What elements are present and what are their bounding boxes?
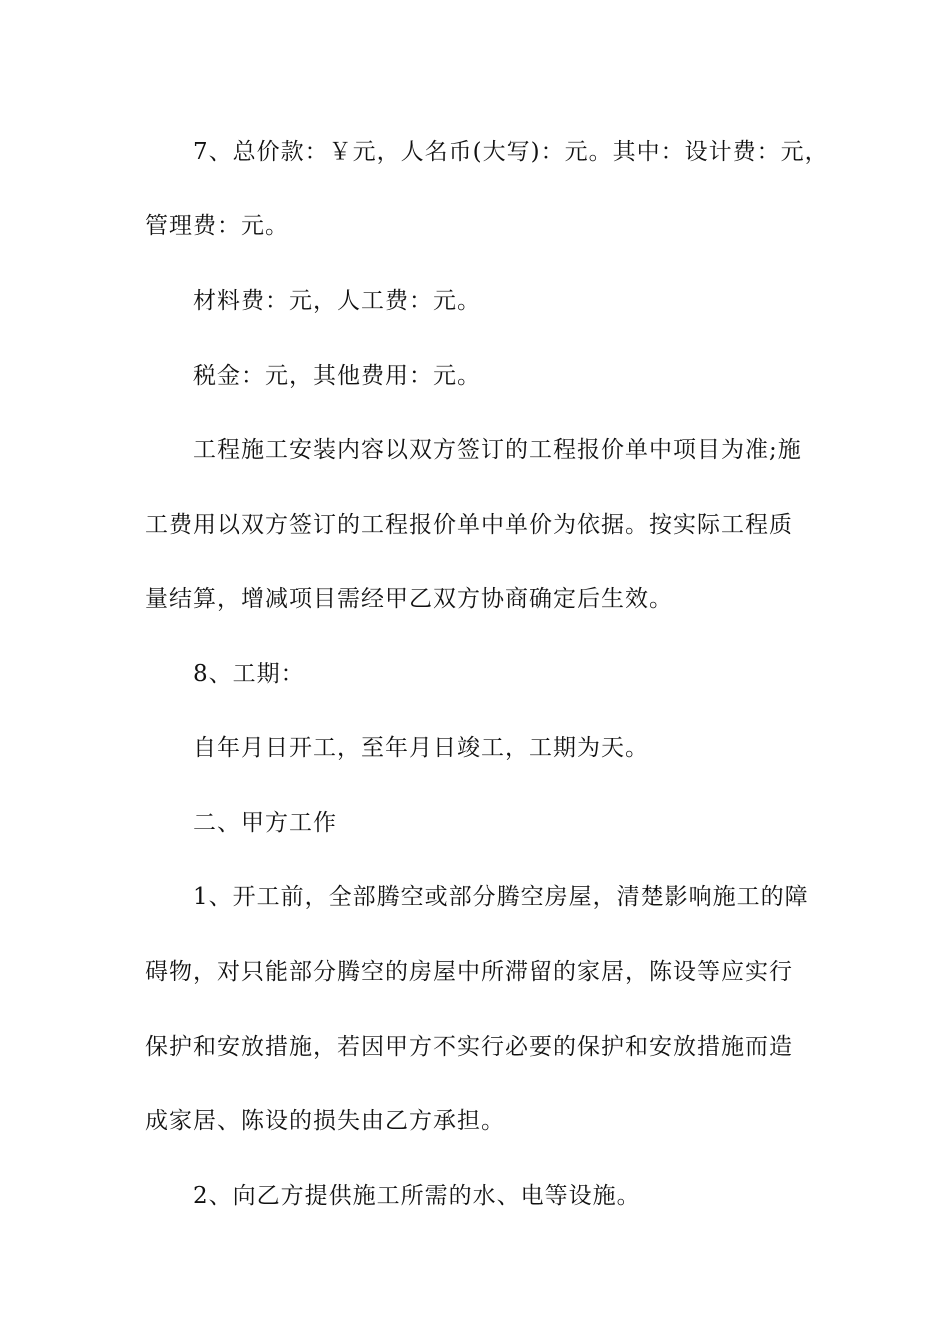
paragraph-line: 2、向乙方提供施工所需的水、电等设施。 bbox=[193, 1183, 641, 1209]
paragraph-line: 管理费：元。 bbox=[145, 213, 289, 239]
section-heading: 二、甲方工作 bbox=[193, 810, 337, 836]
paragraph-line: 税金：元，其他费用：元。 bbox=[193, 363, 481, 389]
paragraph-line: 7、总价款：￥元，人名币(大写)：元。其中：设计费：元， bbox=[193, 139, 829, 165]
paragraph-line: 碍物，对只能部分腾空的房屋中所滞留的家居，陈设等应实行 bbox=[145, 959, 793, 985]
paragraph-line: 成家居、陈设的损失由乙方承担。 bbox=[145, 1108, 505, 1134]
paragraph-line: 保护和安放措施，若因甲方不实行必要的保护和安放措施而造 bbox=[145, 1034, 793, 1060]
paragraph-line: 自年月日开工，至年月日竣工，工期为天。 bbox=[193, 735, 649, 761]
paragraph-line: 工费用以双方签订的工程报价单中单价为依据。按实际工程质 bbox=[145, 512, 793, 538]
paragraph-line: 8、工期： bbox=[193, 661, 305, 687]
paragraph-line: 量结算，增减项目需经甲乙双方协商确定后生效。 bbox=[145, 586, 673, 612]
paragraph-line: 材料费：元，人工费：元。 bbox=[193, 288, 481, 314]
paragraph-line: 1、开工前，全部腾空或部分腾空房屋，清楚影响施工的障 bbox=[193, 884, 809, 910]
paragraph-line: 工程施工安装内容以双方签订的工程报价单中项目为准;施 bbox=[193, 437, 802, 463]
